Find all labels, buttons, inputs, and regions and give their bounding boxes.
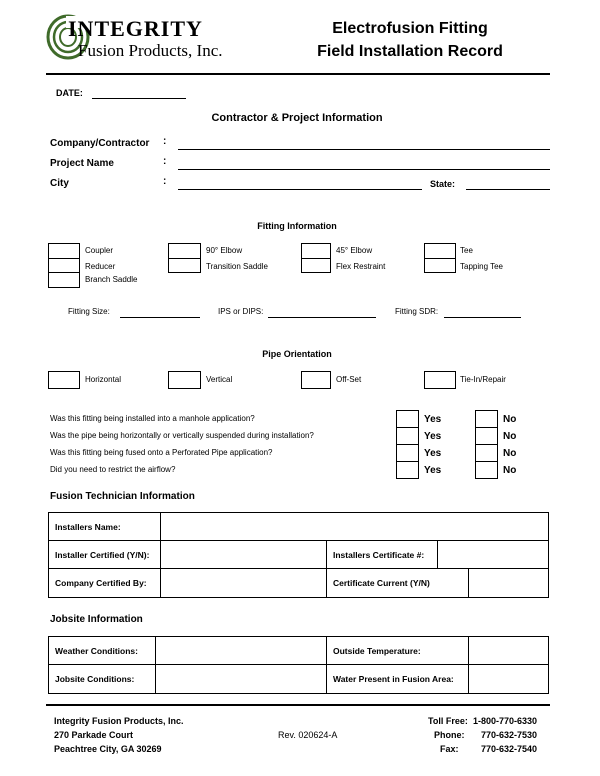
jobsite-conditions-label: Jobsite Conditions: [55,674,135,684]
date-field[interactable] [92,98,186,99]
installers-name-field[interactable] [160,512,549,541]
checkbox-coupler[interactable] [48,243,80,259]
certificate-current-label: Certificate Current (Y/N) [333,578,430,588]
checkbox-transition-saddle[interactable] [168,258,201,273]
city-colon: : [163,176,167,187]
header-rule [46,73,550,75]
option-tie-in-repair: Tie-In/Repair [460,375,506,384]
logo-line2: Fusion Products, Inc. [78,41,223,60]
project-colon: : [163,156,167,167]
checkbox-off-set[interactable] [301,371,331,389]
installer-certified-label-cell [48,540,161,569]
checkbox-q1-no[interactable] [475,410,498,428]
footer-address1: 270 Parkade Court [54,730,134,740]
water-present-label-cell [326,664,469,694]
footer-rule [46,704,550,706]
project-field[interactable] [178,169,550,170]
installer-certified-label: Installer Certified (Y/N): [55,549,150,560]
ips-field[interactable] [268,317,376,318]
question-4: Did you need to restrict the airflow? [50,465,176,474]
tollfree-label: Toll Free: [428,716,468,726]
contractor-heading: Contractor & Project Information [211,112,383,124]
orientation-heading: Pipe Orientation [262,349,332,359]
checkbox-q2-no[interactable] [475,427,498,445]
project-label: Project Name [50,158,114,169]
installers-certificate-label-cell [326,540,438,569]
checkbox-tapping-tee[interactable] [424,258,456,273]
yes-label-1: Yes [424,414,442,425]
option-tapping-tee: Tapping Tee [460,262,503,271]
city-label: City [50,178,69,189]
water-present-label: Water Present in Fusion Area: [333,674,454,684]
tollfree-value: 1-800-770-6330 [473,716,538,726]
checkbox-q4-yes[interactable] [396,461,419,479]
footer-address2: Peachtree City, GA 30269 [54,744,162,754]
installers-certificate-field[interactable] [437,540,549,569]
option-vertical: Vertical [206,375,233,384]
question-1: Was this fitting being installed into a manhole application? [50,414,255,423]
no-label-4: No [503,465,517,476]
fitting-heading: Fitting Information [257,221,337,231]
company-certified-label-cell [48,568,161,598]
page-title-line2: Field Installation Record [317,43,503,60]
option-branch-saddle: Branch Saddle [85,275,138,284]
certificate-current-label-cell [326,568,469,598]
installers-name-label: Installers Name: [55,521,121,532]
no-label-2: No [503,431,517,442]
option-flex-restraint: Flex Restraint [336,262,386,271]
option-45-elbow: 45° Elbow [336,246,373,255]
ips-label: IPS or DIPS: [218,307,264,316]
certificate-current-field[interactable] [468,568,549,598]
outside-temp-label-cell [326,636,469,665]
checkbox-tee[interactable] [424,243,456,259]
yes-label-4: Yes [424,465,442,476]
fitting-size-label: Fitting Size: [68,307,110,316]
checkbox-90-elbow[interactable] [168,243,201,259]
company-field[interactable] [178,149,550,150]
company-colon: : [163,136,167,147]
yes-label-3: Yes [424,448,442,459]
fax-value: 770-632-7540 [481,744,538,754]
fitting-size-field[interactable] [120,317,200,318]
technician-heading: Fusion Technician Information [50,491,195,502]
jobsite-conditions-field[interactable] [155,664,327,694]
jobsite-heading: Jobsite Information [50,614,143,625]
city-field[interactable] [178,189,422,190]
phone-value: 770-632-7530 [481,730,538,740]
weather-label: Weather Conditions: [55,645,138,656]
company-label: Company/Contractor [50,138,150,149]
outside-temp-label: Outside Temperature: [333,645,421,656]
footer-company: Integrity Fusion Products, Inc. [54,716,184,726]
fax-label: Fax: [440,744,459,754]
checkbox-q3-no[interactable] [475,444,498,462]
state-label: State: [430,179,456,189]
installers-name-label-cell [48,512,161,541]
sdr-field[interactable] [444,317,521,318]
sdr-label: Fitting SDR: [395,307,439,316]
checkbox-flex-restraint[interactable] [301,258,331,273]
question-3: Was this fitting being fused onto a Perforated Pipe application? [50,448,273,457]
option-off-set: Off-Set [336,375,362,384]
no-label-1: No [503,414,517,425]
checkbox-horizontal[interactable] [48,371,80,389]
checkbox-reducer[interactable] [48,258,80,273]
checkbox-tie-in-repair[interactable] [424,371,456,389]
option-transition-saddle: Transition Saddle [206,262,268,271]
option-horizontal: Horizontal [85,375,122,384]
no-label-3: No [503,448,517,459]
page-title-line1: Electrofusion Fitting [332,20,488,37]
company-certified-label: Company Certified By: [55,578,147,588]
checkbox-q1-yes[interactable] [396,410,419,428]
company-certified-field[interactable] [160,568,327,598]
option-tee: Tee [460,246,473,255]
water-present-field[interactable] [468,664,549,694]
logo [46,12,236,62]
outside-temp-field[interactable] [468,636,549,665]
date-label: DATE: [56,88,83,98]
footer-rev: Rev. 020624-A [278,730,338,740]
checkbox-q2-yes[interactable] [396,427,419,445]
checkbox-q4-no[interactable] [475,461,498,479]
option-coupler: Coupler [85,246,114,255]
checkbox-q3-yes[interactable] [396,444,419,462]
question-2: Was the pipe being horizontally or vertically suspended during installation? [50,431,314,440]
phone-label: Phone: [434,730,465,740]
checkbox-45-elbow[interactable] [301,243,331,259]
option-reducer: Reducer [85,262,116,271]
state-field[interactable] [466,189,550,190]
installers-certificate-label: Installers Certificate #: [333,549,425,560]
logo-line1: INTEGRITY [68,16,203,41]
weather-field[interactable] [155,636,327,665]
installer-certified-field[interactable] [160,540,327,569]
jobsite-conditions-label-cell [48,664,156,694]
checkbox-vertical[interactable] [168,371,201,389]
checkbox-branch-saddle[interactable] [48,272,80,288]
option-90-elbow: 90° Elbow [206,246,243,255]
weather-label-cell [48,636,156,665]
yes-label-2: Yes [424,431,442,442]
